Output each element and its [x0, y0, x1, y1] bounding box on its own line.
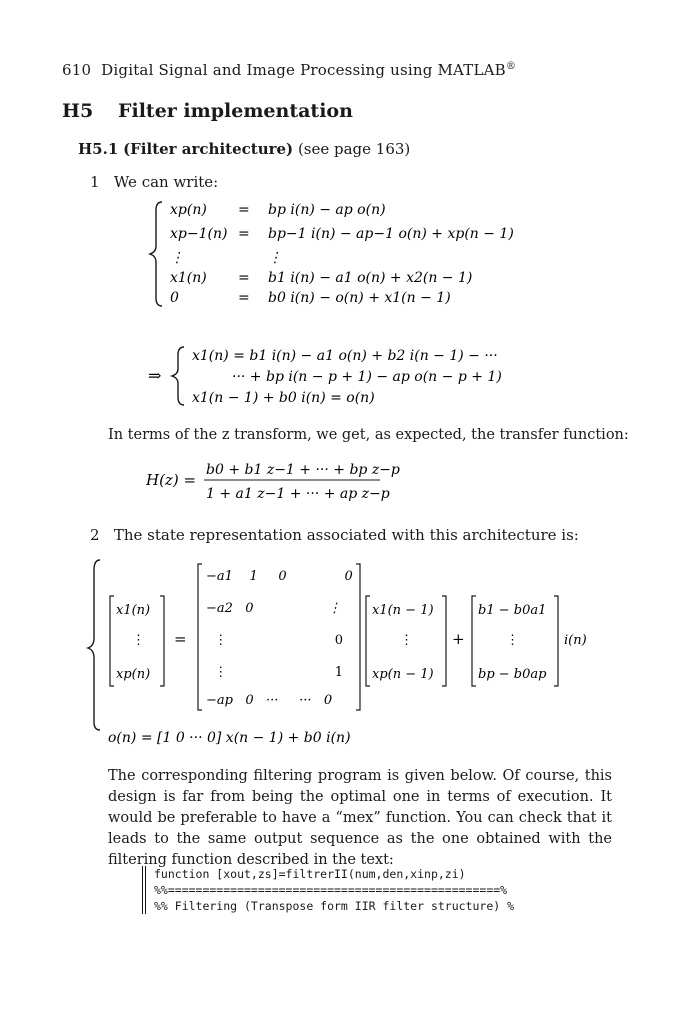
code-line-1: function [xout,zs]=filtrerII(num,den,xinp,zi): [154, 867, 466, 881]
running-head: [62, 61, 516, 79]
system1-equals: =: [238, 202, 250, 218]
x-dots: ⋮: [132, 633, 145, 648]
bracket-a-left: [198, 564, 202, 710]
subsection-number: H5.1: [78, 140, 119, 158]
system1-equals: =: [238, 270, 250, 286]
input-in: i(n): [564, 633, 587, 648]
a-row5: −ap 0 ··· ··· 0: [206, 693, 333, 708]
item-2-intro: The state representation associated with this architecture is:: [113, 526, 579, 544]
bracket-b-right: [554, 596, 558, 686]
code-listing: [142, 866, 614, 914]
system2-line-2: ··· + bp i(n − p + 1) − ap o(n − p + 1): [232, 369, 502, 385]
output-equation: o(n) = [1 0 ··· 0] x(n − 1) + b0 i(n): [108, 730, 351, 746]
system1-lhs: ⋮: [170, 250, 184, 266]
system1-lhs: x1(n): [170, 270, 207, 286]
system1-rhs: b1 i(n) − a1 o(n) + x2(n − 1): [268, 270, 473, 286]
section-title: Filter implementation: [118, 100, 353, 122]
transfer-denominator: 1 + a1 z−1 + ··· + ap z−p: [206, 486, 390, 502]
subsection-title: (Filter architecture): [123, 140, 294, 158]
section-number: H5: [62, 100, 94, 122]
item-2: [90, 526, 579, 544]
state-representation: [86, 554, 596, 754]
a-row3: ⋮ 0: [206, 633, 343, 648]
left-brace-2: [172, 347, 184, 405]
a-row2: −a2 0 ⋮: [206, 601, 341, 616]
transfer-lhs: H(z) =: [146, 471, 197, 489]
registered-mark: ®: [505, 61, 517, 72]
bracket-b-left: [472, 596, 476, 686]
transfer-numerator: b0 + b1 z−1 + ··· + bp z−p: [206, 462, 400, 478]
ztransform-sentence: In terms of the z transform, we get, as expected, the transfer function:: [108, 427, 629, 443]
system2-line-3: x1(n − 1) + b0 i(n) = o(n): [192, 390, 375, 406]
equation-system-1: [140, 196, 560, 310]
bracket-xm-left: [366, 596, 370, 686]
equation-system-2: [140, 343, 520, 407]
system1-lhs: 0: [170, 290, 179, 306]
page-number: 610: [62, 61, 92, 79]
left-brace-1: [150, 202, 162, 306]
book-title: Digital Signal and Image Processing using MATLAB: [101, 61, 506, 79]
code-line-2: %%================================================%: [154, 883, 508, 897]
system1-lhs: xp(n): [170, 202, 207, 218]
bp-row: bp − b0ap: [478, 667, 547, 682]
xm-dots: ⋮: [400, 633, 413, 648]
system2-line-1: x1(n) = b1 i(n) − a1 o(n) + b2 i(n − 1) − ···: [192, 348, 498, 364]
xp-n: xp(n): [116, 667, 151, 682]
implies-symbol: ⇒: [148, 366, 162, 385]
left-brace-3: [88, 560, 100, 730]
transfer-function: [140, 456, 400, 506]
item-1: [90, 173, 218, 191]
item-2-number: 2: [90, 526, 100, 544]
x1-n-1: x1(n − 1): [372, 603, 434, 618]
a-row1: −a1 1 0 0: [206, 569, 353, 584]
plus: +: [452, 630, 465, 648]
bracket-x-left: [110, 596, 114, 686]
b-dots: ⋮: [506, 633, 519, 648]
system1-equals: =: [238, 226, 250, 242]
system1-equals: =: [238, 290, 250, 306]
item-1-number: 1: [90, 173, 100, 191]
equals: =: [174, 630, 187, 648]
body-paragraph: The corresponding filtering program is given below. Of course, this design is far from being the optimal one in terms of execution. It would be preferable to have a “mex” function. You can check that it leads to the same output sequence as the one obtained with the filtering function described in the text:: [108, 768, 612, 868]
b1-row: b1 − b0a1: [478, 603, 547, 618]
xp-n-1: xp(n − 1): [372, 667, 434, 682]
system1-rhs: bp−1 i(n) − ap−1 o(n) + xp(n − 1): [268, 226, 514, 242]
system1-lhs: xp−1(n): [170, 226, 228, 242]
section-heading: [62, 100, 353, 122]
bracket-xm-right: [442, 596, 446, 686]
bracket-a-right: [356, 564, 360, 710]
system1-rhs: ⋮: [268, 250, 282, 266]
system1-rhs: bp i(n) − ap o(n): [268, 202, 386, 218]
subsection-heading: [78, 140, 410, 158]
bracket-x-right: [160, 596, 164, 686]
subsection-ref: (see page 163): [297, 140, 411, 158]
x1-n: x1(n): [116, 603, 151, 618]
system1-rhs: b0 i(n) − o(n) + x1(n − 1): [268, 290, 451, 306]
code-line-3: %% Filtering (Transpose form IIR filter structure) %: [154, 899, 515, 913]
a-row4: ⋮ 1: [206, 665, 343, 680]
item-1-intro: We can write:: [113, 173, 219, 191]
